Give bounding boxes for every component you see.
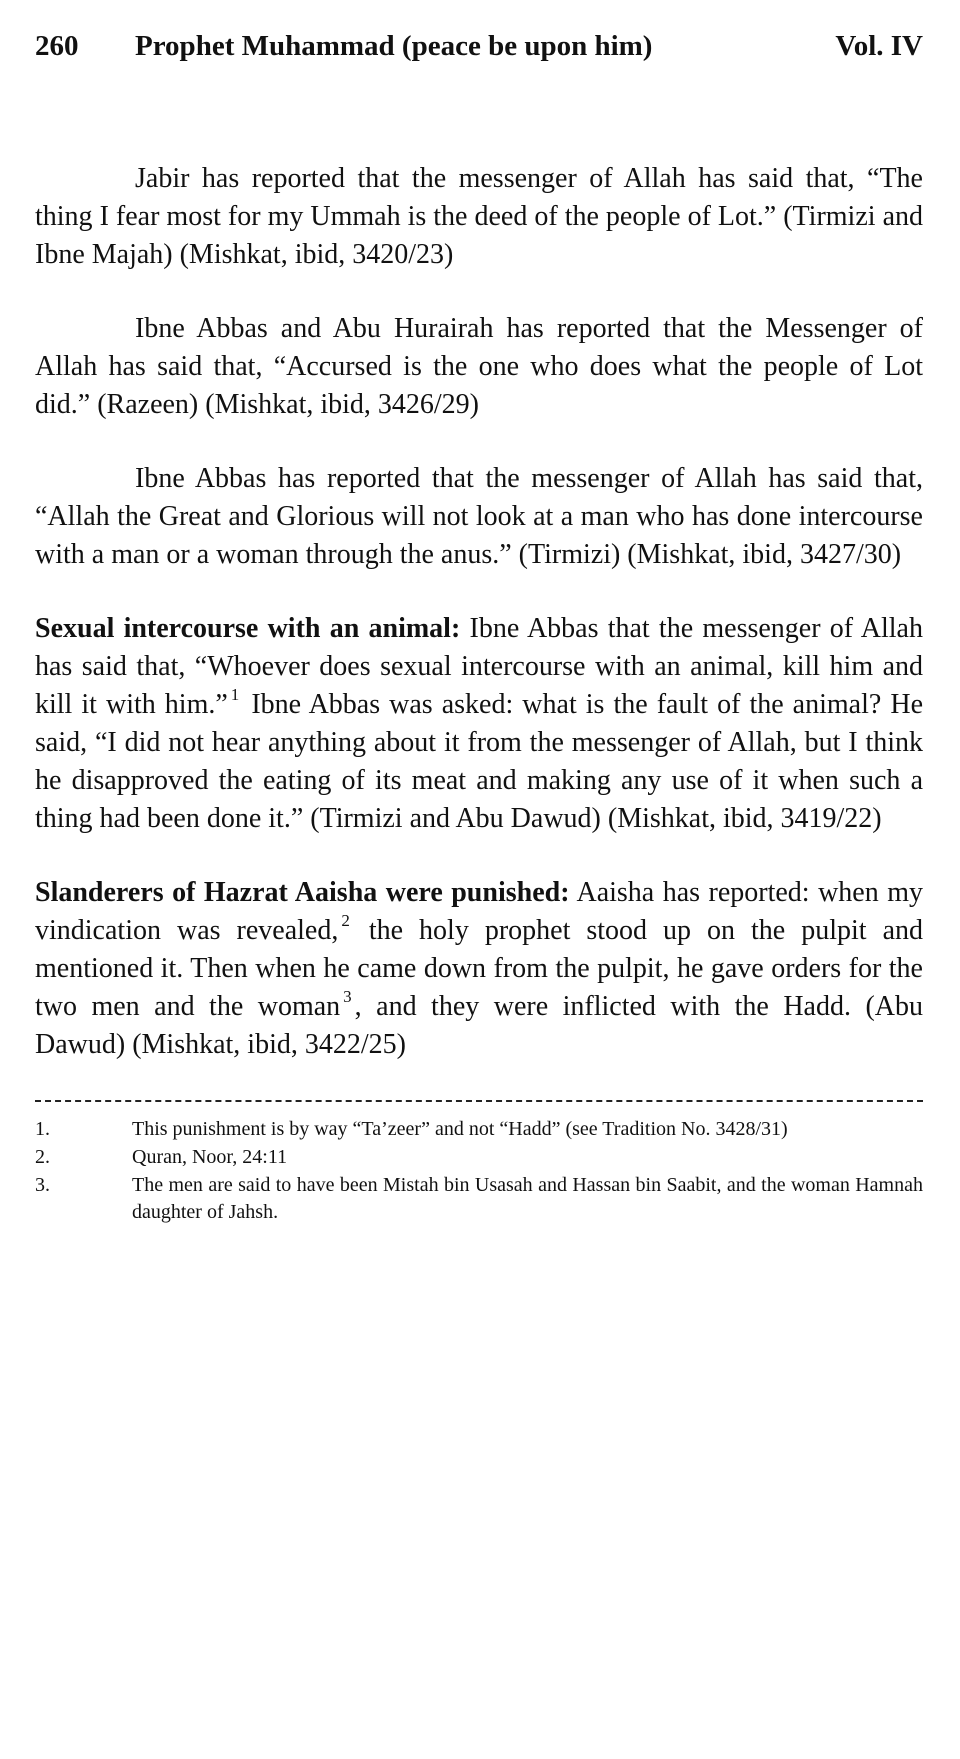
footnote-ref-2: 2 — [341, 911, 350, 930]
paragraph-animal — [35, 610, 923, 838]
paragraph-ibne-abbas-abu-hurairah: Ibne Abbas and Abu Hurairah has reported that the Messenger of Allah has said that, “Accursed is the one who does what the people of Lot did.” (Razeen) (Mishkat, ibid, 3426/29) — [35, 313, 923, 420]
footnote-separator — [35, 1100, 923, 1102]
page-number: 260 — [35, 30, 79, 62]
footnote-ref-3: 3 — [343, 987, 352, 1006]
paragraph-text: , and they were inflicted with the Hadd. (Abu Dawud) (Mishkat, ibid, 3422/25) — [35, 991, 923, 1060]
footnote-ref-1: 1 — [230, 685, 240, 704]
footnotes — [35, 1116, 923, 1226]
paragraph-text: the holy prophet stood up on the pulpit and mentioned it. Then when he came down from the pulpit, he gave orders for the two men and the woman — [35, 915, 923, 1022]
footnote-item — [35, 1116, 923, 1143]
section-heading-animal: Sexual intercourse with an animal: — [35, 613, 461, 644]
paragraph-text: Aaisha has reported: when my vindication was revealed, — [35, 877, 923, 946]
footnote-item — [35, 1172, 923, 1226]
volume-label: Vol. IV — [835, 30, 923, 62]
paragraph-ibne-abbas: Ibne Abbas has reported that the messenger of Allah has said that, “Allah the Great and Glorious will not look at a man who has done intercourse with a man or a woman through the anus.” (Tirmizi) (Mishkat, ibid, 3427/30) — [35, 463, 923, 570]
book-page — [35, 28, 923, 1227]
running-header — [35, 28, 923, 64]
paragraph-slanderers — [35, 874, 923, 1064]
paragraph-text: Ibne Abbas that the messenger of Allah has said that, “Whoever does sexual intercourse with an animal, kill him and kill it with him.” — [35, 613, 923, 720]
footnote-text: The men are said to have been Mistah bin Usasah and Hassan bin Saabit, and the woman Hamnah daughter of Jahsh. — [132, 1174, 923, 1223]
footnote-text: This punishment is by way “Ta’zeer” and not “Hadd” (see Tradition No. 3428/31) — [132, 1118, 788, 1140]
footnote-item — [35, 1144, 923, 1171]
footnote-number: 1. — [35, 1118, 50, 1140]
paragraph-jabir: Jabir has reported that the messenger of Allah has said that, “The thing I fear most for my Ummah is the deed of the people of Lot.” (Tirmizi and Ibne Majah) (Mishkat, ibid, 3420/23) — [35, 163, 923, 270]
footnote-number: 2. — [35, 1146, 50, 1168]
paragraph-text: Ibne Abbas was asked: what is the fault of the animal? He said, “I did not hear anything about it from the messenger of Allah, but I think he disapproved the eating of its meat and making any use of it when such a thing had been done it.” (Tirmizi and Abu Dawud) (Mishkat, ibid, 3419/22) — [35, 689, 923, 834]
body-text — [35, 160, 923, 1064]
footnote-text: Quran, Noor, 24:11 — [132, 1146, 288, 1168]
running-title: Prophet Muhammad (peace be upon him) — [135, 30, 653, 62]
footnote-number: 3. — [35, 1174, 50, 1196]
section-heading-slanderers: Slanderers of Hazrat Aaisha were punished: — [35, 877, 570, 908]
